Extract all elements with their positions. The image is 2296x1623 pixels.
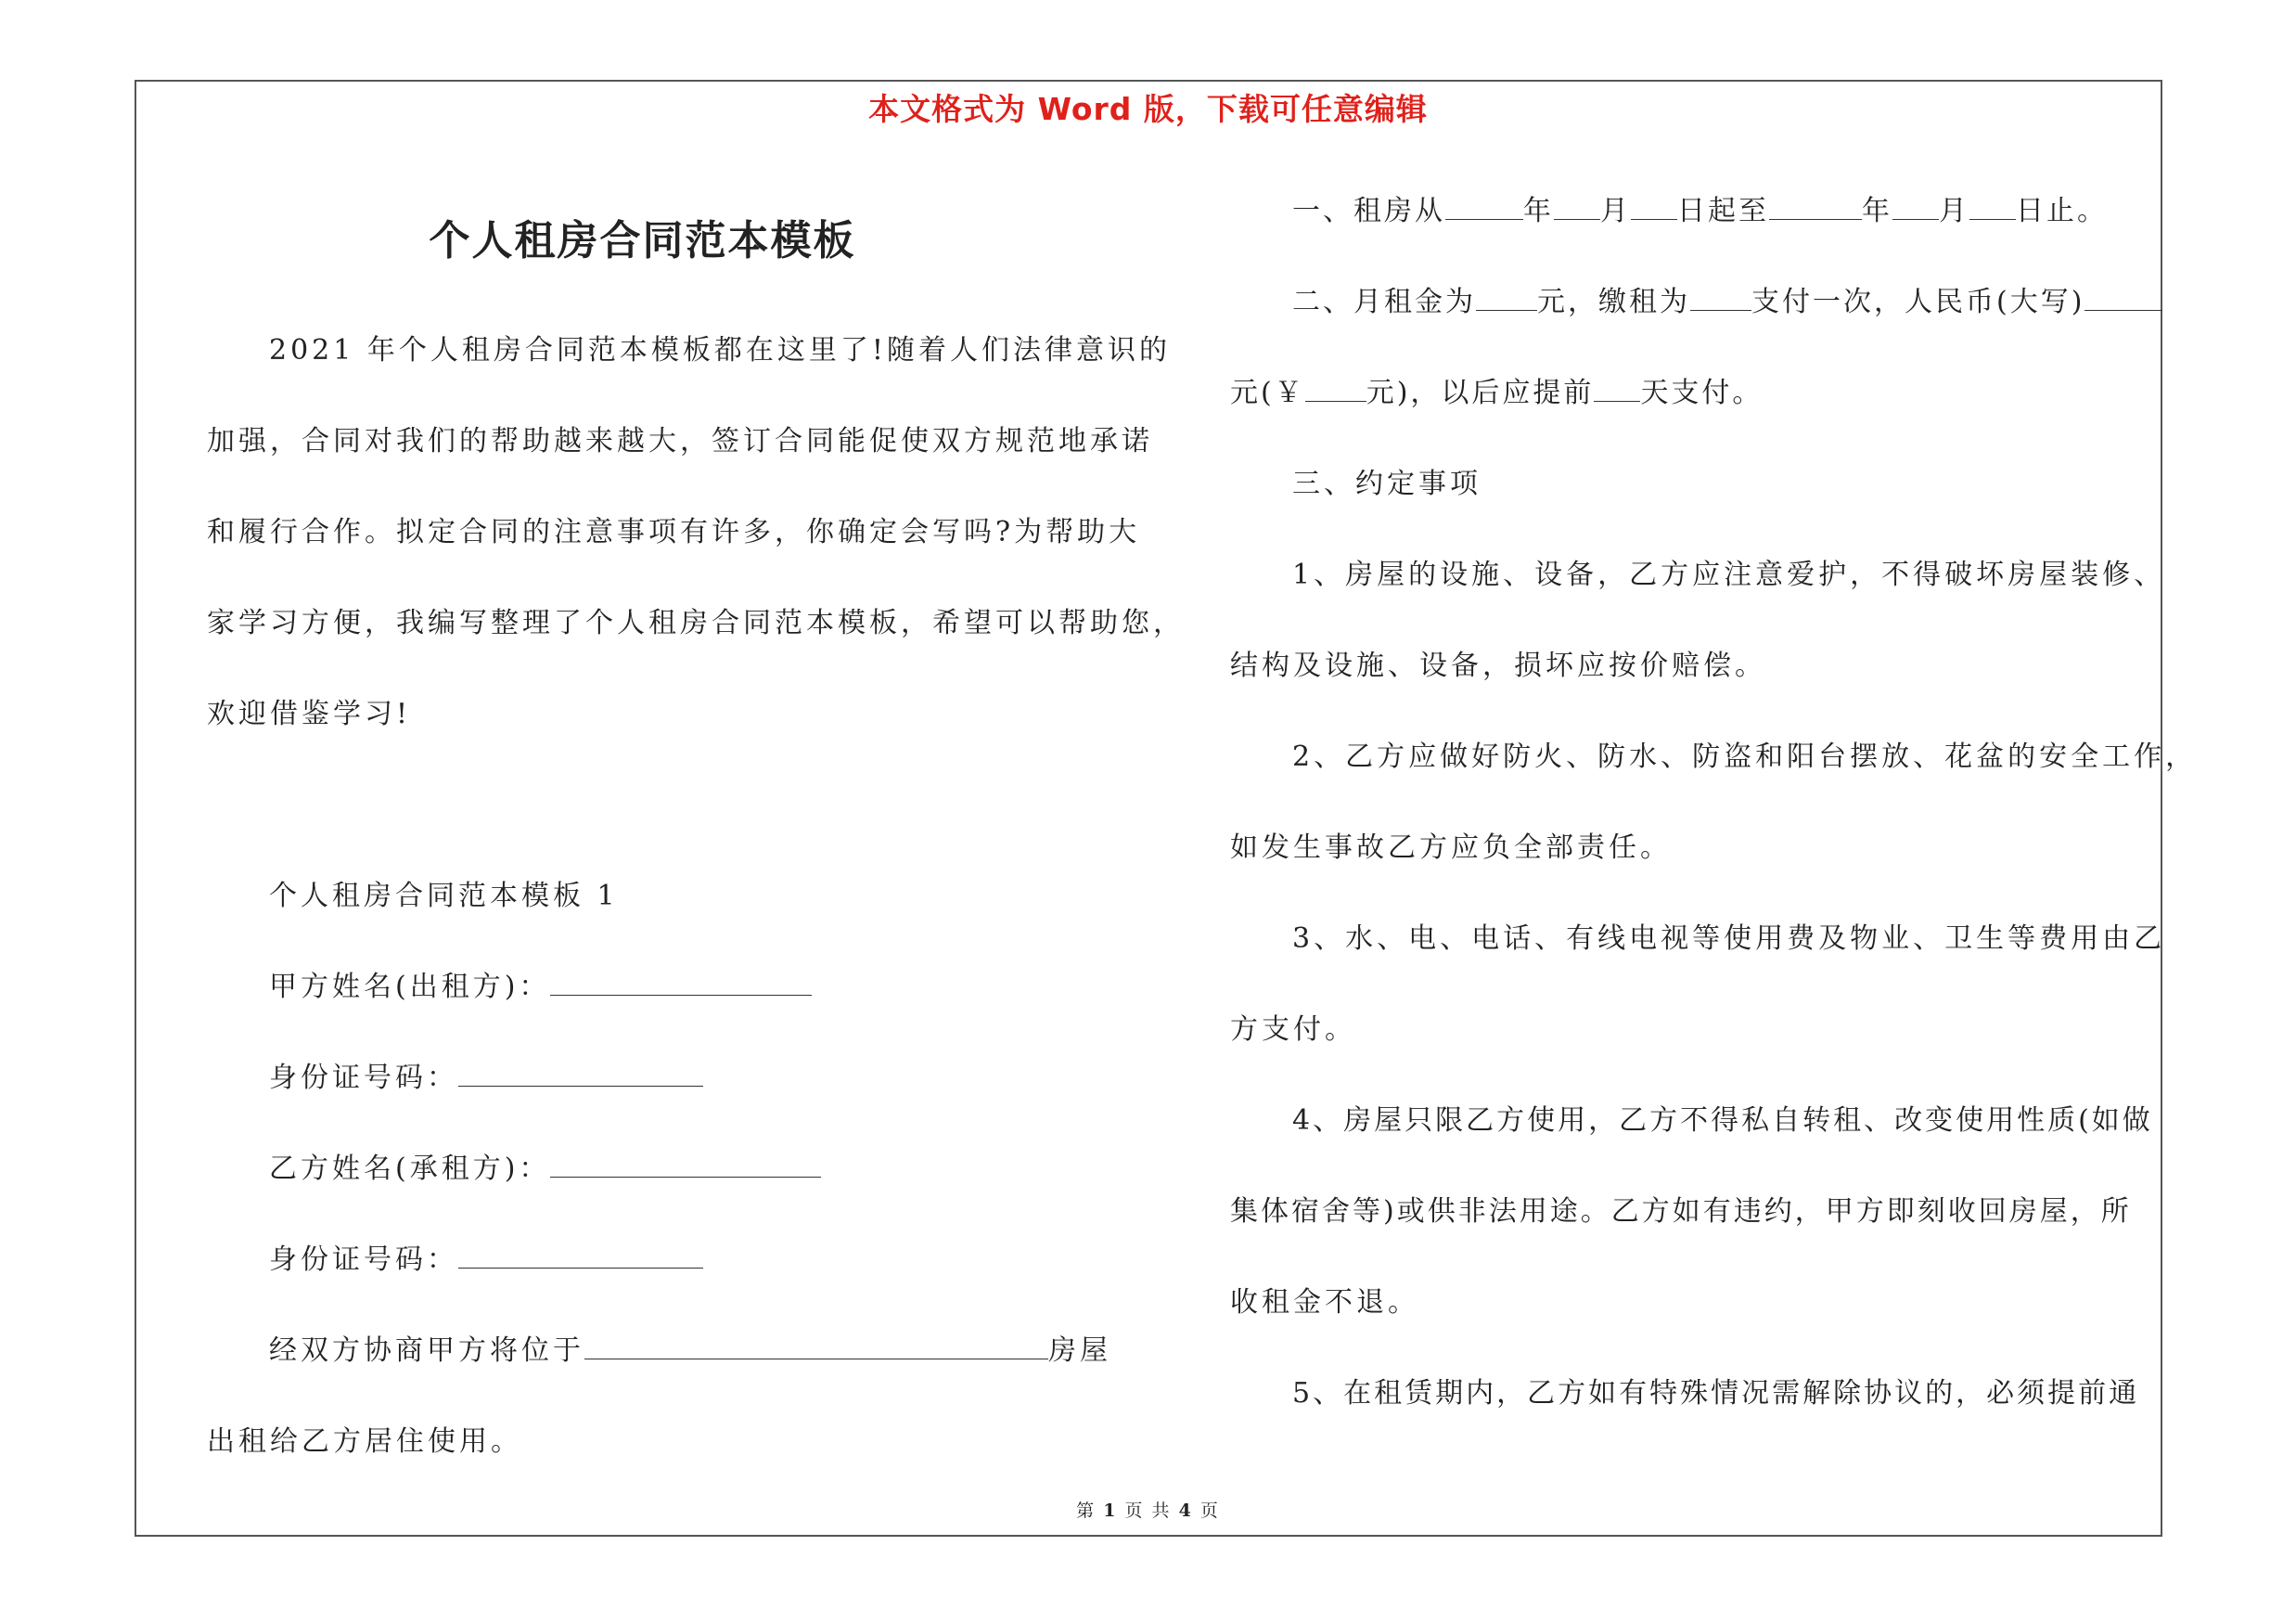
rent-line-2 <box>1230 375 1763 412</box>
rent-amount-blank <box>1476 303 1537 311</box>
current-page-number: 1 <box>1103 1501 1118 1521</box>
footer-suffix: 页 <box>1199 1501 1220 1521</box>
intro-line-5: 欢迎借鉴学习! <box>207 698 412 730</box>
landlord-id-blank <box>458 1078 703 1087</box>
rent-yen-label: 元(￥ <box>1230 377 1305 409</box>
clause-5-line-1: 5、在租赁期内，乙方如有特殊情况需解除协议的，必须提前通 <box>1292 1377 2140 1410</box>
term-line <box>1292 193 2108 230</box>
landlord-id-label: 身份证号码： <box>269 1062 458 1094</box>
rent-yen-blank <box>1305 393 1366 402</box>
clause-1-line-1: 1、房屋的设施、设备，乙方应注意爱护，不得破坏房屋装修、 <box>1292 559 2166 591</box>
landlord-name-blank <box>550 987 812 996</box>
tenant-name-label: 乙方姓名(承租方)： <box>269 1153 551 1185</box>
clause-4-line-3: 收租金不退。 <box>1230 1286 1419 1319</box>
term-month-label: 月 <box>1600 195 1631 227</box>
intro-line-1: 2021 年个人租房合同范本模板都在这里了!随着人们法律意识的 <box>269 334 1171 367</box>
tenant-name-blank <box>550 1169 821 1178</box>
location-prefix: 经双方协商甲方将位于 <box>269 1334 584 1367</box>
end-day-label: 日止。 <box>2016 195 2108 227</box>
clause-2-line-2: 如发生事故乙方应负全部责任。 <box>1230 831 1672 864</box>
rent-uppercase-blank <box>2084 303 2162 311</box>
landlord-name-field <box>269 969 812 1006</box>
landlord-name-label: 甲方姓名(出租方)： <box>269 971 551 1003</box>
intro-line-2: 加强，合同对我们的帮助越来越大，签订合同能促使双方规范地承诺 <box>207 425 1153 457</box>
rent-payment-label: 元，缴租为 <box>1537 286 1690 318</box>
property-location-line <box>269 1333 1111 1370</box>
rent-uppercase-label: 支付一次，人民币(大写) <box>1751 286 2085 318</box>
footer-prefix: 第 <box>1076 1501 1097 1521</box>
landlord-id-field <box>269 1060 703 1097</box>
end-year-blank <box>1769 212 1862 220</box>
intro-line-3: 和履行合作。拟定合同的注意事项有许多，你确定会写吗?为帮助大 <box>207 516 1141 548</box>
clause-4-line-2: 集体宿舍等)或供非法用途。乙方如有违约，甲方即刻收回房屋，所 <box>1230 1195 2132 1228</box>
end-day-blank <box>1969 212 2016 220</box>
end-month-label: 月 <box>1939 195 1969 227</box>
end-month-blank <box>1892 212 1939 220</box>
rent-days-label: 天支付。 <box>1640 377 1764 409</box>
clause-3-line-1: 3、水、电、电话、有线电视等使用费及物业、卫生等费用由乙 <box>1292 922 2166 955</box>
section-heading: 个人租房合同范本模板 1 <box>269 880 619 912</box>
rent-advance-days-blank <box>1594 393 1640 402</box>
start-year-blank <box>1445 212 1523 220</box>
tenant-name-field <box>269 1151 821 1188</box>
rent-advance-label: 元)，以后应提前 <box>1366 377 1595 409</box>
agreement-heading: 三、约定事项 <box>1292 468 1481 500</box>
tenant-id-label: 身份证号码： <box>269 1243 458 1276</box>
term-until-label: 日起至 <box>1677 195 1769 227</box>
clause-2-line-1: 2、乙方应做好防火、防水、防盗和阳台摆放、花盆的安全工作， <box>1292 741 2198 773</box>
rent-label: 二、月租金为 <box>1292 286 1476 318</box>
term-year-label: 年 <box>1523 195 1554 227</box>
rent-period-blank <box>1690 303 1751 311</box>
total-page-count: 4 <box>1178 1501 1193 1521</box>
location-blank <box>584 1351 1048 1359</box>
start-day-blank <box>1631 212 1677 220</box>
page-footer <box>0 1497 2296 1522</box>
tenant-id-field <box>269 1242 703 1279</box>
footer-middle: 页 共 <box>1124 1501 1172 1521</box>
document-title: 个人租房合同范本模板 <box>429 217 856 264</box>
location-suffix: 房屋 <box>1048 1334 1111 1367</box>
format-banner: 本文格式为 Word 版，下载可任意编辑 <box>868 91 1428 127</box>
start-month-blank <box>1554 212 1600 220</box>
intro-line-4: 家学习方便，我编写整理了个人租房合同范本模板，希望可以帮助您， <box>207 607 1185 639</box>
tenant-id-blank <box>458 1260 703 1269</box>
property-location-continuation: 出租给乙方居住使用。 <box>207 1425 522 1458</box>
rent-line-1 <box>1292 284 2162 321</box>
clause-3-line-2: 方支付。 <box>1230 1013 1356 1046</box>
end-year-label: 年 <box>1862 195 1892 227</box>
term-from-label: 一、租房从 <box>1292 195 1445 227</box>
clause-4-line-1: 4、房屋只限乙方使用，乙方不得私自转租、改变使用性质(如做 <box>1292 1104 2153 1137</box>
clause-1-line-2: 结构及设施、设备，损坏应按价赔偿。 <box>1230 650 1766 682</box>
